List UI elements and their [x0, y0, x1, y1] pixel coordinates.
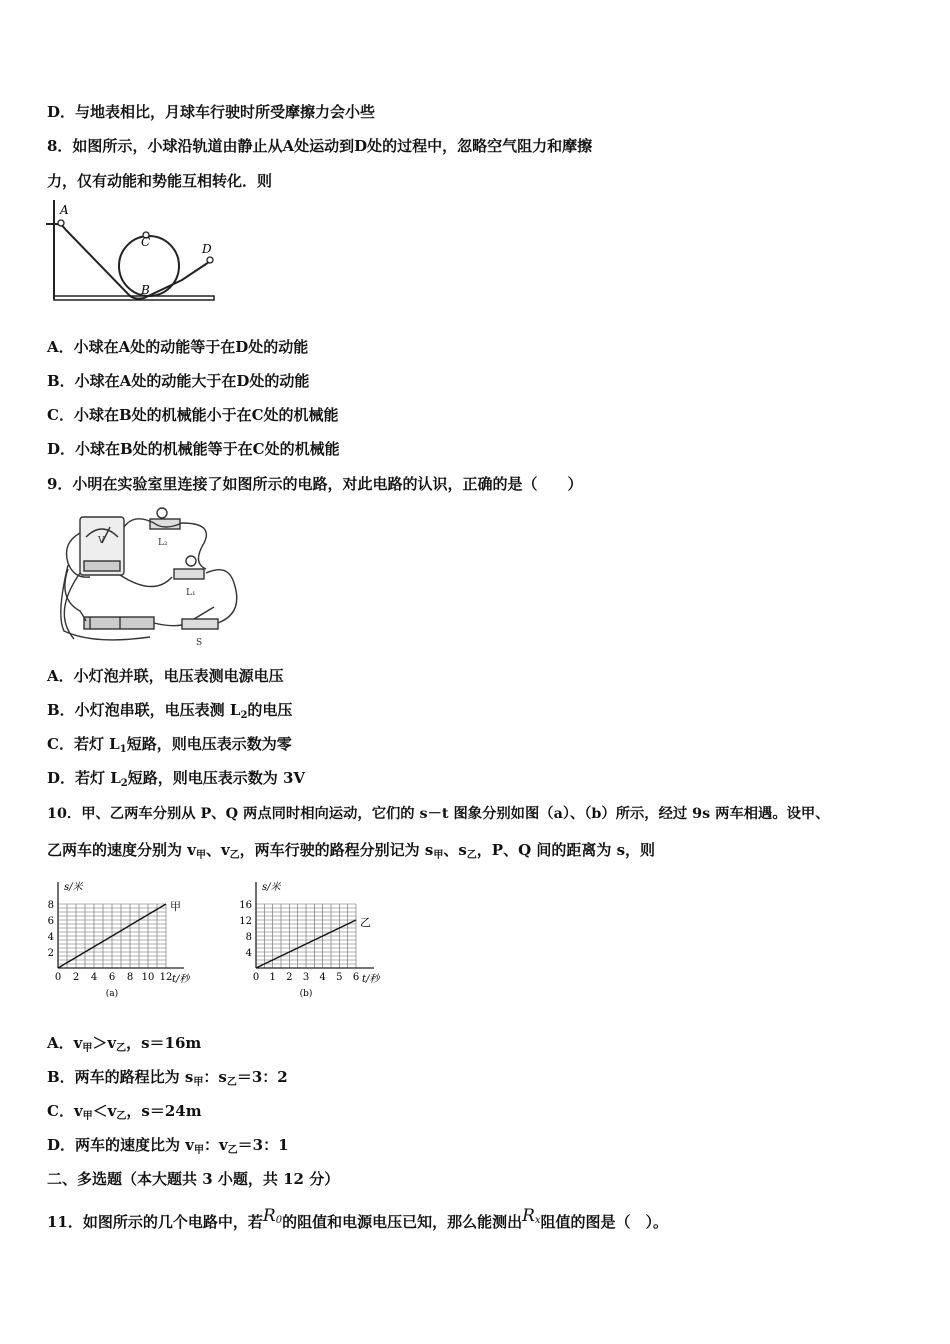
q8-stem: 8．如图所示，小球沿轨道由静止从A处运动到D处的过程中，忽略空气阻力和摩擦 — [47, 137, 593, 155]
x-axis-label: t/秒 — [172, 974, 190, 985]
label-d: D — [202, 242, 212, 256]
x-tick-label: 3 — [302, 972, 310, 983]
q8-stem-cont: 力，仅有动能和势能互相转化．则 — [47, 172, 273, 190]
series-label: 甲 — [170, 900, 181, 913]
q9-stem: 9．小明在实验室里连接了如图所示的电路，对此电路的认识，正确的是（ ） — [47, 475, 583, 493]
circuit-figure — [54, 503, 244, 649]
q9-option-c: C．若灯 $L_1$短路，则电压表示数为零 — [47, 735, 292, 755]
lamp-l2-label: L₂ — [158, 538, 168, 548]
switch-label: S — [196, 638, 203, 648]
x-tick-label: 1 — [269, 972, 276, 983]
y-tick-label: 8 — [245, 932, 252, 943]
q10-option-b: B．两车的路程比为 $s_甲$：$s_乙=3$：2 — [47, 1068, 288, 1088]
y-tick-label: 6 — [47, 916, 54, 927]
q9-option-d: D．若灯 $L_2$短路，则电压表示数为 3V — [47, 769, 306, 789]
q10-option-a: A．$v_甲>v_乙$，s＝16m — [47, 1034, 202, 1054]
x-tick-label: 6 — [352, 972, 360, 983]
series-label: 乙 — [360, 916, 371, 929]
q10-stem: 10．甲、乙两车分别从 P、Q 两点同时相向运动，它们的 s－t 图象分别如图（a）、（b）所示，经过 9s 两车相遇。设甲、 — [47, 806, 830, 822]
q10-option-c: C．$v_甲<v_乙$，s＝24m — [47, 1102, 202, 1122]
x-tick-label: 8 — [126, 972, 134, 983]
q10-option-d: D．两车的速度比为 $v_甲$：$v_乙=3$：1 — [47, 1136, 289, 1156]
x-tick-label: 2 — [72, 972, 80, 983]
q8-option-a: A．小球在A处的动能等于在D处的动能 — [47, 338, 309, 356]
q10-stem-cont: 乙两车的速度分别为 $v_甲$、$v_乙$，两车行驶的路程分别记为 $s_甲$、$s_乙$，P、Q 间的距离为 s，则 — [47, 841, 656, 861]
lamp-l1-label: L₁ — [186, 588, 196, 598]
y-tick-label: 8 — [47, 900, 54, 911]
y-tick-label: 16 — [239, 900, 252, 911]
x-tick-label: 10 — [141, 972, 155, 983]
x-tick-label: 5 — [336, 972, 343, 983]
q8-option-b: B．小球在A处的动能大于在D处的动能 — [47, 372, 310, 390]
x-tick-label: 2 — [286, 972, 293, 983]
q9-option-a: A．小灯泡并联，电压表测电源电压 — [47, 667, 284, 685]
chart-b — [232, 872, 412, 1000]
q7-option-d: D．与地表相比，月球车行驶时所受摩擦力会小些 — [47, 103, 376, 121]
chart-a — [44, 872, 219, 1000]
chart-caption: (b) — [299, 989, 313, 999]
x-tick-label: 12 — [159, 972, 173, 983]
x-tick-label: 4 — [90, 972, 98, 983]
y-tick-label: 12 — [239, 916, 252, 927]
label-b: B — [141, 283, 150, 297]
x-tick-label: 6 — [108, 972, 116, 983]
y-axis-label: s/米 — [64, 882, 83, 893]
y-tick-label: 2 — [47, 948, 54, 959]
q8-option-d: D．小球在B处的机械能等于在C处的机械能 — [47, 440, 340, 458]
chart-caption: (a) — [105, 989, 119, 999]
track-figure — [44, 200, 220, 308]
q8-option-c: C．小球在B处的机械能小于在C处的机械能 — [47, 406, 339, 424]
q9-option-b: B．小灯泡串联，电压表测 $L_2$的电压 — [47, 701, 293, 721]
y-tick-label: 4 — [47, 932, 54, 943]
y-tick-label: 4 — [245, 948, 252, 959]
x-tick-label: 0 — [252, 972, 260, 983]
voltmeter-label: V — [98, 536, 105, 546]
x-tick-label: 4 — [319, 972, 326, 983]
q11-stem: 11．如图所示的几个电路中，若$R^0$的阻值和电源电压已知，那么能测出$R^x$阻值的图是（ ）。 — [47, 1206, 669, 1231]
x-tick-label: 0 — [54, 972, 62, 983]
x-axis-label: t/秒 — [362, 974, 380, 985]
section-2-heading: 二、多选题（本大题共 3 小题，共 12 分） — [47, 1170, 340, 1188]
y-axis-label: s/米 — [262, 882, 281, 893]
label-a: A — [60, 203, 69, 217]
label-c: C — [141, 235, 151, 249]
